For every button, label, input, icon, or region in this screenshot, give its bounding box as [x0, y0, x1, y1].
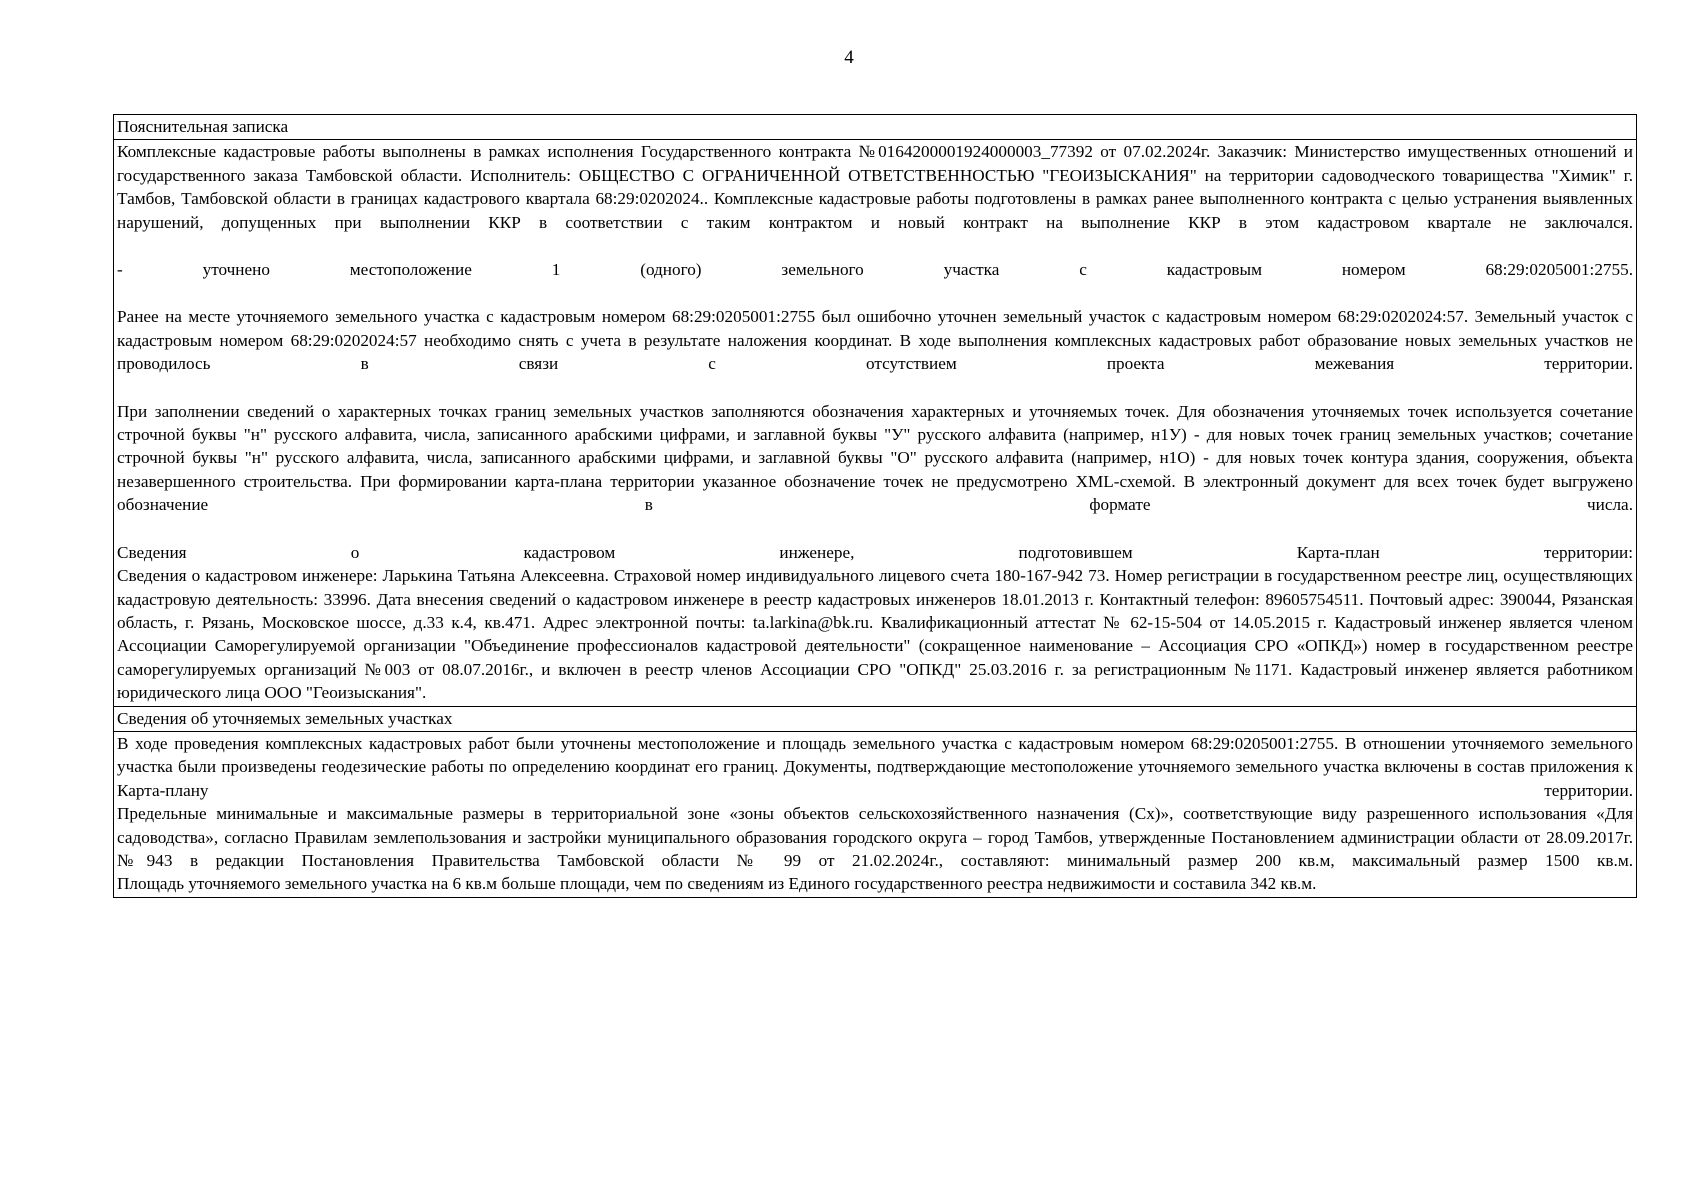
explanatory-note-heading: Пояснительная записка [114, 115, 1637, 140]
explanatory-note-table [113, 114, 1637, 898]
contract-paragraph: Комплексные кадастровые работы выполнены в рамках исполнения Государственного контракта №0164200001924000003_77392 от 07.02.2024г. Заказчик: Министерство имущественных отношений и государственного заказа Тамбовской области. Исполнитель: ОБЩЕСТВО С ОГРАНИЧЕННОЙ ОТВЕТСТВЕННОСТЬЮ "ГЕОИЗЫСКАНИЯ" на территории садоводческого товарищества "Химик" г. Тамбов, Тамбовской области в границах кадастрового квартала 68:29:0202024.. Комплексные кадастровые работы подготовлены в рамках ранее выполненного контракта с целью устранения выявленных нарушений, допущенных при выполнении ККР в соответствии с таким контрактом и новый контракт на выполнение ККР в этом кадастровом квартале не заключался. [117, 142, 1633, 232]
size-limits-paragraph: Предельные минимальные и максимальные размеры в территориальной зоне «зоны объектов сельскохозяйственного назначения (Сх)», соответствующие виду разрешенного использования «Для садоводства», согласно Правилам землепользования и застройки муниципального образования городского округа – город Тамбов, утвержденные Постановлением администрации области от 28.09.2017г. №943 в редакции Постановления Правительства Тамбовской области № 99 от 21.02.2024г., составляют: минимальный размер 200 кв.м, максимальный размер 1500 кв.м. [117, 804, 1633, 870]
clarified-parcel-item: - уточнено местоположение 1 (одного) земельного участка с кадастровым номером 68:29:0205001:2755. [117, 260, 1633, 280]
blank-line [117, 234, 1633, 258]
area-result-paragraph: Площадь уточняемого земельного участка на 6 кв.м больше площади, чем по сведениям из Единого государственного реестра недвижимости и составила 342 кв.м. [117, 874, 1317, 894]
blank-line [117, 281, 1633, 305]
parcels-body [114, 731, 1637, 897]
engineer-details-paragraph: Сведения о кадастровом инженере: Ларькина Татьяна Алексеевна. Страховой номер индивидуального лицевого счета 180-167-942 73. Номер регистрации в государственном реестре лиц, осуществляющих кадастровую деятельность: 33996. Дата внесения сведений о кадастровом инженере в реестр кадастровых инженеров 18.01.2013 г. Контактный телефон: 89605754511. Почтовый адрес: 390044, Рязанская область, г. Рязань, Московское шоссе, д.33 к.4, кв.471. Адрес электронной почты: ta.larkina@bk.ru. Квалификационный аттестат № 62-15-504 от 14.05.2015 г. Кадастровый инженер является членом Ассоциации Саморегулируемой организации "Объединение профессионалов кадастровой деятельности" (сокращенное наименование – Ассоциация СРО «ОПКД») номер в государственном реестре саморегулируемых организаций №003 от 08.07.2016г., и включен в реестр членов Ассоциации СРО "ОПКД" 25.03.2016 г. за регистрационным №1171. Кадастровый инженер является работником юридического лица ООО "Геоизыскания". [117, 566, 1633, 703]
point-notation-paragraph: При заполнении сведений о характерных точках границ земельных участков заполняются обозначения характерных и уточняемых точек. Для обозначения уточняемых точек используется сочетание строчной буквы "н" русского алфавита, числа, записанного арабскими цифрами, и заглавной буквы "У" русского алфавита (например, н1У) - для новых точек границ земельных участков; сочетание строчной буквы "н" русского алфавита, числа, записанного арабскими цифрами, и заглавной буквы "О" русского алфавита (например, н1О) - для новых точек контура здания, сооружения, объекта незавершенного строительства. При формировании карта-плана территории указанное обозначение точек не предусмотрено XML-схемой. В электронный документ для всех точек будет выгружено обозначение в формате числа. [117, 401, 1633, 515]
explanatory-note-body [114, 140, 1637, 706]
table-row [114, 115, 1637, 140]
parcels-heading: Сведения об уточняемых земельных участках [114, 706, 1637, 731]
blank-line [117, 517, 1633, 541]
engineer-intro-line: Сведения о кадастровом инженере, подготовившем Карта-план территории: [117, 542, 1633, 562]
table-row [114, 706, 1637, 731]
table-row [114, 140, 1637, 706]
blank-line [117, 376, 1633, 400]
previous-parcel-paragraph: Ранее на месте уточняемого земельного участка с кадастровым номером 68:29:0205001:2755 был ошибочно уточнен земельный участок с кадастровым номером 68:29:0202024:57. Земельный участок с кадастровым номером 68:29:0202024:57 необходимо снять с учета в результате наложения координат. В ходе выполнения комплексных кадастровых работ образование новых земельных участков не проводилось в связи с отсутствием проекта межевания территории. [117, 307, 1633, 374]
parcel-survey-paragraph: В ходе проведения комплексных кадастровых работ были уточнены местоположение и площадь земельного участка с кадастровым номером 68:29:0205001:2755. В отношении уточняемого земельного участка были произведены геодезические работы по определению координат его границ. Документы, подтверждающие местоположение уточняемого земельного участка включены в состав приложения к Карта-плану территории. [117, 733, 1633, 800]
table-row [114, 731, 1637, 897]
page-number: 4 [844, 47, 854, 68]
